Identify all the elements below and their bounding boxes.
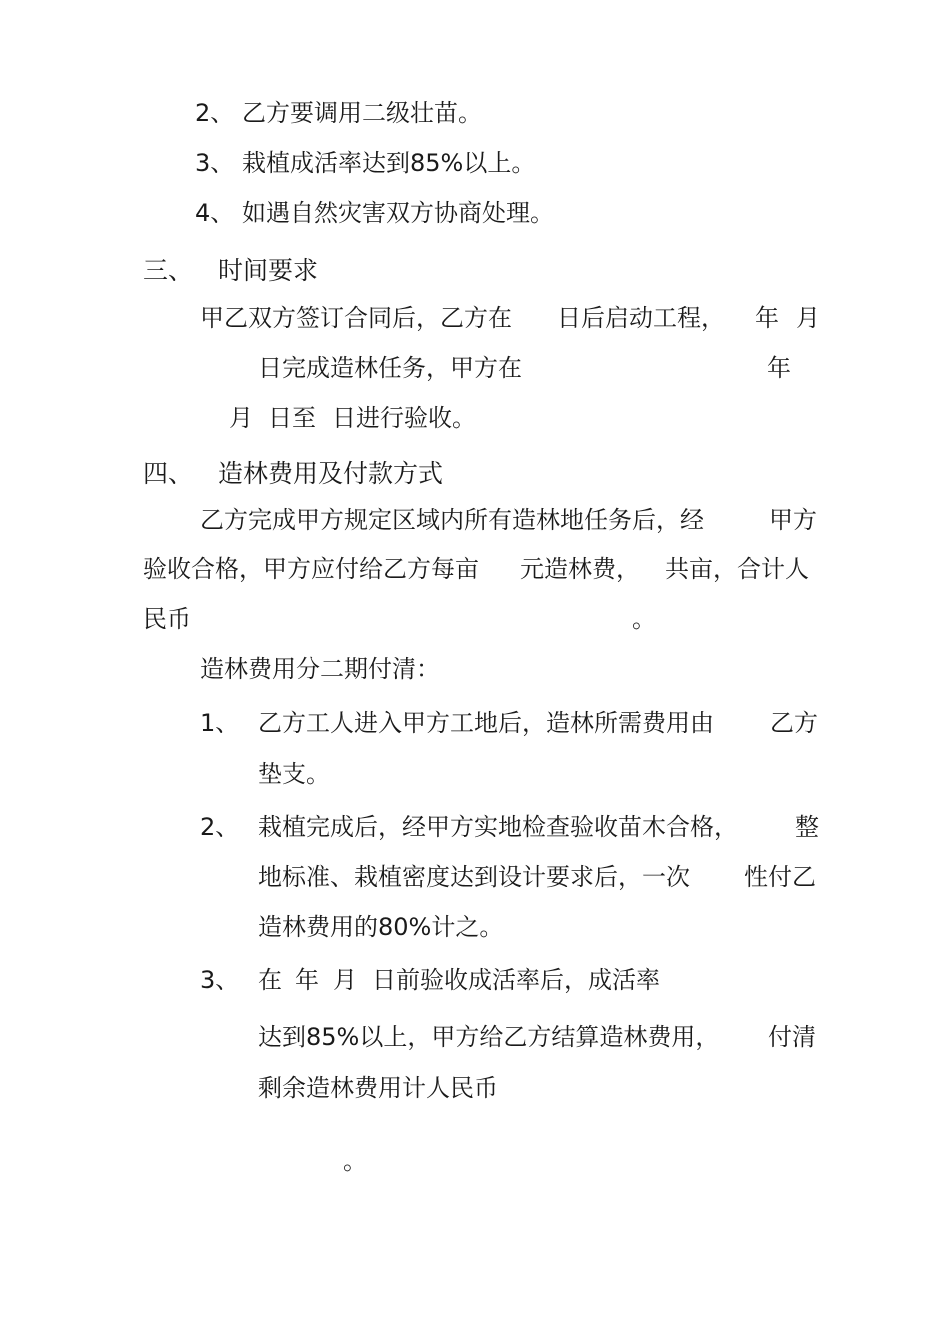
list-item-number: 4、 <box>195 199 235 227</box>
list-item-text: 垫支。 <box>258 760 330 788</box>
paragraph-text: 日后启动工程， <box>557 304 725 332</box>
list-item-text: 整 <box>795 813 819 841</box>
paragraph-text: 日完成造林任务，甲方在 <box>258 354 522 382</box>
list-item-text: 年 <box>295 966 319 994</box>
list-item-text: 性付乙 <box>744 863 816 891</box>
section-number: 四、 <box>143 459 194 488</box>
list-item-text: 日前验收成活率后，成活率 <box>372 966 660 994</box>
paragraph-text: 乙方完成甲方规定区域内所有造林地任务后，经 <box>200 506 704 534</box>
list-item-text: 剩余造林费用计人民币 <box>258 1074 498 1102</box>
list-item-text: 乙方工人进入甲方工地后，造林所需费用由 <box>258 709 714 737</box>
paragraph-text: 元造林费， <box>520 555 640 583</box>
paragraph-text: 月 <box>796 304 820 332</box>
list-item-text: 如遇自然灾害双方协商处理。 <box>242 199 554 227</box>
paragraph-text: 共亩，合计人 <box>665 555 809 583</box>
paragraph-text: 。 <box>632 605 656 633</box>
list-item-text: 。 <box>343 1147 367 1175</box>
list-item-number: 3、 <box>200 966 240 994</box>
paragraph-text: 年 <box>755 304 779 332</box>
list-item-number: 3、 <box>195 149 235 177</box>
list-item-text: 栽植成活率达到85%以上。 <box>242 149 536 177</box>
list-item-number: 2、 <box>195 99 235 127</box>
list-item-text: 付清 <box>768 1023 816 1051</box>
list-item-text: 达到85%以上，甲方给乙方结算造林费用， <box>258 1023 720 1051</box>
paragraph-text: 甲方 <box>769 506 817 534</box>
list-item-text: 乙方要调用二级壮苗。 <box>242 99 482 127</box>
paragraph-text: 造林费用分二期付清： <box>200 655 440 683</box>
section-title: 时间要求 <box>218 256 319 285</box>
list-item-text: 月 <box>333 966 357 994</box>
list-item-number: 1、 <box>200 709 240 737</box>
list-item-text: 栽植完成后，经甲方实地检查验收苗木合格， <box>258 813 738 841</box>
list-item-text: 造林费用的80%计之。 <box>258 913 504 941</box>
list-item-number: 2、 <box>200 813 240 841</box>
section-number: 三、 <box>143 256 194 285</box>
paragraph-text: 验收合格，甲方应付给乙方每亩 <box>143 555 479 583</box>
paragraph-text: 民币 <box>143 605 191 633</box>
section-title: 造林费用及付款方式 <box>218 459 444 488</box>
list-item-text: 乙方 <box>770 709 818 737</box>
list-item-text: 在 <box>258 966 282 994</box>
paragraph-text: 年 <box>767 354 791 382</box>
paragraph-text: 日进行验收。 <box>332 404 476 432</box>
paragraph-text: 日至 <box>268 404 316 432</box>
paragraph-text: 甲乙双方签订合同后，乙方在 <box>200 304 512 332</box>
list-item-text: 地标准、栽植密度达到设计要求后，一次 <box>258 863 690 891</box>
paragraph-text: 月 <box>229 404 253 432</box>
